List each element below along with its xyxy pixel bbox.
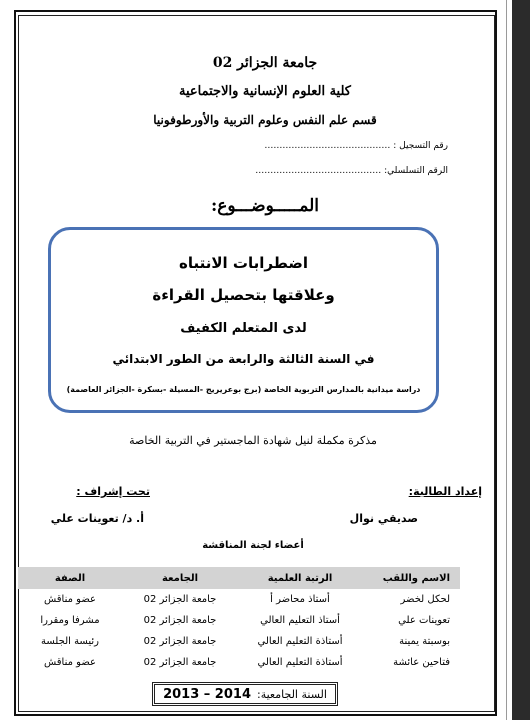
topic-title-line-4: في السنة الثالثة والرابعة من الطور الابتدائي: [112, 352, 375, 366]
topic-study-note: دراسة ميدانية بالمدارس التربوية الخاصة (برج بوعريريج -المسيلة -بسكرة -الجزائر العاصمة): [66, 385, 421, 394]
faculty-name: كلية العلوم الإنسانية والاجتماعية: [179, 84, 351, 99]
member-rank: أستاذة التعليم العالي: [257, 636, 343, 647]
member-university: جامعة الجزائر 02: [143, 636, 217, 647]
serial-number-field: [255, 166, 448, 176]
serial-number-label: الرقم التسلسلي:: [384, 166, 448, 176]
member-university: جامعة الجزائر 02: [143, 594, 217, 605]
registration-number-field: [264, 141, 448, 151]
academic-year-label: السنة الجامعية:: [257, 687, 327, 701]
member-university: جامعة الجزائر 02: [143, 615, 217, 626]
header-rank: الرتبة العلمية: [267, 572, 333, 584]
member-rank: أستاذ محاضر أ: [270, 594, 330, 605]
academic-year-value: 2013 – 2014: [163, 686, 251, 702]
header-role: الصفة: [54, 572, 86, 584]
topic-title-line-2: وعلاقتها بتحصيل القراءة: [152, 286, 335, 304]
member-name: تعوينات علي: [398, 615, 450, 626]
registration-number-label: رقم التسجيل :: [393, 141, 448, 151]
table-row: [18, 652, 460, 673]
topic-heading: المـــــوضـــوع:: [211, 196, 319, 216]
member-name: لحكل لخضر: [400, 594, 450, 605]
member-role: رئيسة الجلسة: [41, 636, 99, 647]
viewer-scrollbar[interactable]: [512, 0, 530, 720]
header-name: الاسم واللقب: [382, 572, 450, 584]
header-university: الجامعة: [161, 572, 199, 584]
table-row: [18, 589, 460, 610]
member-university: جامعة الجزائر 02: [143, 657, 217, 668]
committee-table: [18, 567, 460, 673]
student-name: صديقي نوال: [349, 512, 418, 525]
member-role: مشرفا ومقررا: [40, 615, 100, 626]
table-row: [18, 631, 460, 652]
member-rank: أستاذة التعليم العالي: [257, 657, 343, 668]
academic-year-box: [152, 682, 338, 706]
member-role: عضو مناقش: [44, 657, 96, 668]
table-row: [18, 610, 460, 631]
thesis-purpose-text: مذكرة مكملة لنيل شهادة الماجستير في التربية الخاصة: [129, 434, 377, 447]
department-name: قسم علم النفس وعلوم التربية والأورطوفونيا: [153, 113, 377, 127]
member-rank: أستاذ التعليم العالي: [260, 615, 340, 626]
table-header-row: [18, 567, 460, 589]
registration-number-dots: ……………………………………: [264, 141, 391, 151]
supervisor-label: تحت إشراف :: [76, 485, 150, 498]
serial-number-dots: ……………………………………: [255, 166, 382, 176]
member-role: عضو مناقش: [44, 594, 96, 605]
topic-title-line-1: اضطرابات الانتباه: [179, 254, 308, 272]
committee-title: أعضاء لجنة المناقشة: [202, 540, 304, 551]
prepared-by-label: إعداد الطالبة:: [408, 485, 482, 498]
member-name: بوسبتة يمينة: [399, 636, 450, 647]
university-name: جامعة الجزائر 02: [212, 55, 318, 71]
member-name: فتاحين عائشة: [393, 657, 450, 668]
topic-title-line-3: لدى المتعلم الكفيف: [180, 321, 307, 336]
supervisor-name: أ. د/ تعوينات علي: [50, 512, 144, 525]
viewer-edge-line: [506, 0, 507, 720]
